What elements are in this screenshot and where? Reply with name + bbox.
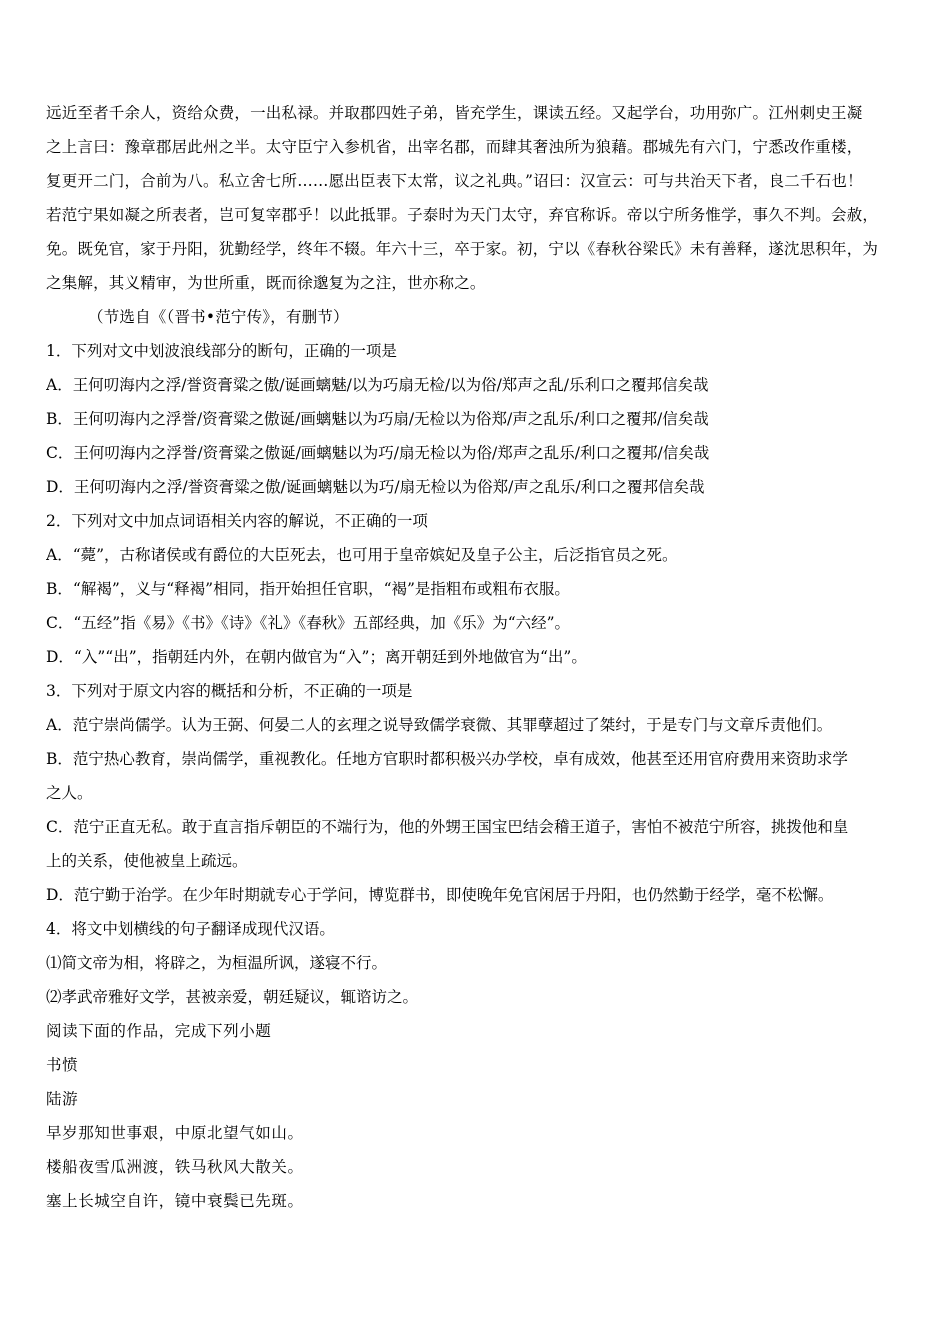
- passage-line: 若范宁果如凝之所表者，岂可复宰郡乎！以此抵罪。子泰时为天门太守，弃官称诉。帝以宁所务惟学，事久不判。会赦，: [46, 206, 879, 224]
- question-4: [46, 912, 908, 1014]
- passage-line: 之上言曰：豫章郡居此州之半。太守臣宁入参机省，出宰名郡，而肆其奢浊所为狼藉。郡城先有六门，宁悉改作重楼，: [46, 138, 863, 156]
- poem-line: 早岁那知世事艰，中原北望气如山。: [46, 1124, 304, 1142]
- question-stem: 4．将文中划横线的句子翻译成现代汉语。: [46, 920, 335, 938]
- passage-line: 复更开二门，合前为八。私立舍七所……愿出臣表下太常，议之礼典。”诏曰：汉宣云：可与共治天下者，良二千石也！: [46, 172, 863, 190]
- option-b: B．“解褐”，义与“释褐”相同，指开始担任官职，“褐”是指粗布或粗布衣服。: [46, 580, 570, 598]
- option-d: D．“入”“出”，指朝廷内外，在朝内做官为“入”；离开朝廷到外地做官为“出”。: [46, 648, 587, 666]
- passage-line: 免。既免官，家于丹阳，犹勤经学，终年不辍。年六十三，卒于家。初，宁以《春秋谷梁氏》未有善释，遂沈思积年，为: [46, 240, 879, 258]
- option-b-continued: 之人。: [46, 784, 93, 802]
- question-1: [46, 334, 908, 504]
- poem-section: [46, 1014, 908, 1218]
- poem-title: 书愤: [46, 1056, 79, 1074]
- document-page: [46, 96, 908, 1218]
- passage-line: 远近至者千余人，资给众费，一出私禄。并取郡四姓子弟，皆充学生，课读五经。又起学台，功用弥广。江州刺史王凝: [46, 104, 863, 122]
- question-stem: 3．下列对于原文内容的概括和分析，不正确的一项是: [46, 682, 413, 700]
- question-3: [46, 674, 908, 912]
- poem-line: 楼船夜雪瓜洲渡，铁马秋风大散关。: [46, 1158, 304, 1176]
- option-a: A．王何叨海内之浮/誉资膏粱之傲/诞画螭魅/以为巧扇无检/以为俗/郑声之乱/乐利口之覆邦信矣哉: [46, 376, 709, 394]
- translation-item-1: ⑴简文帝为相，将辟之，为桓温所讽，遂寝不行。: [46, 954, 388, 972]
- question-stem: 2．下列对文中加点词语相关内容的解说，不正确的一项: [46, 512, 428, 530]
- poem-instruction: 阅读下面的作品，完成下列小题: [46, 1022, 272, 1040]
- poem-author: 陆游: [46, 1090, 79, 1108]
- poem-line: 塞上长城空自许，镜中衰鬓已先斑。: [46, 1192, 304, 1210]
- classical-passage: [46, 96, 908, 334]
- question-stem: 1．下列对文中划波浪线部分的断句，正确的一项是: [46, 342, 397, 360]
- option-c: C．“五经”指《易》《书》《诗》《礼》《春秋》五部经典，加《乐》为“六经”。: [46, 614, 571, 632]
- option-a: A．“薨”，古称诸侯或有爵位的大臣死去，也可用于皇帝嫔妃及皇子公主，后泛指官员之死。: [46, 546, 678, 564]
- option-c-continued: 上的关系，使他被皇上疏远。: [46, 852, 248, 870]
- option-a: A．范宁崇尚儒学。认为王弼、何晏二人的玄理之说导致儒学衰微、其罪孽超过了桀纣，于是专门与文章斥责他们。: [46, 716, 833, 734]
- option-d: D．范宁勤于治学。在少年时期就专心于学问，博览群书，即使晚年免官闲居于丹阳，也仍然勤于经学，毫不松懈。: [46, 886, 834, 904]
- passage-source: （节选自《（晋书•范宁传》，有删节）: [88, 308, 349, 326]
- option-c: C．范宁正直无私。敢于直言指斥朝臣的不端行为，他的外甥王国宝巴结会稽王道子，害怕不被范宁所容，挑拨他和皇: [46, 818, 849, 836]
- passage-line: 之集解，其义精审，为世所重，既而徐邈复为之注，世亦称之。: [46, 274, 486, 292]
- option-d: D．王何叨海内之浮/誉资膏粱之傲/诞画螭魅以为巧/扇无检以为俗郑/声之乱乐/利口之覆邦信矣哉: [46, 478, 705, 496]
- option-c: C．王何叨海内之浮誉/资膏粱之傲诞/画螭魅以为巧/扇无检以为俗/郑声之乱乐/利口之覆邦/信矣哉: [46, 444, 710, 462]
- question-2: [46, 504, 908, 674]
- translation-item-2: ⑵孝武帝雅好文学，甚被亲爱，朝廷疑议，辄谘访之。: [46, 988, 419, 1006]
- option-b: B．范宁热心教育，崇尚儒学，重视教化。任地方官职时都积极兴办学校，卓有成效，他甚至还用官府费用来资助求学: [46, 750, 848, 768]
- option-b: B．王何叨海内之浮誉/资膏粱之傲诞/画螭魅以为巧扇/无检以为俗郑/声之乱乐/利口之覆邦/信矣哉: [46, 410, 709, 428]
